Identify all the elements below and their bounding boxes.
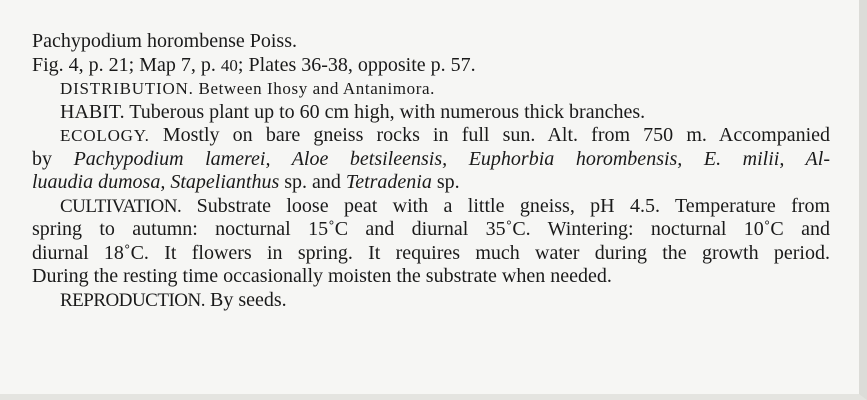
cultivation-label: CULTIVATION.: [60, 195, 182, 217]
cultivation-text-2: spring to autumn: nocturnal 15˚C and diurnal 35˚C. Wintering: nocturnal 10˚C and: [32, 218, 830, 240]
species-title-text: Pachypodium horombense Poiss.: [32, 30, 297, 52]
species-title: [32, 30, 842, 54]
cultivation-text-1: Substrate loose peat with a little gneiss, pH 4.5. Temperature from: [181, 194, 830, 217]
text-block: [32, 30, 842, 312]
cultivation-line-4: [32, 265, 842, 289]
distribution-paragraph: [32, 77, 842, 101]
ecology-species-list-2: luaudia dumosa, Stapelianthus: [32, 171, 280, 193]
ecology-text-3c: sp.: [431, 171, 460, 193]
reproduction-label: REPRODUCTION.: [60, 289, 205, 311]
ecology-text-3b: sp. and: [279, 171, 346, 193]
ecology-text-1: Mostly on bare gneiss rocks in full sun. Alt. from 750 m. Accompanied: [149, 124, 830, 146]
cultivation-line-1: [60, 195, 830, 219]
ecology-species-list-1: Pachypodium lamerei, Aloe betsileensis, Euphorbia horombensis, E. milii, Al-: [73, 147, 830, 170]
cultivation-line-3: [32, 242, 830, 266]
references-page-number: 40: [220, 55, 238, 75]
ecology-line-1: [60, 124, 830, 148]
distribution-text: Between Ihosy and Antanimora.: [193, 79, 435, 98]
references-line: [32, 54, 842, 78]
habit-label: HABIT.: [60, 100, 125, 123]
ecology-label: ECOLOGY.: [60, 126, 150, 145]
ecology-species-tetradenia: Tetradenia: [345, 171, 432, 193]
cultivation-line-2: [32, 218, 830, 242]
distribution-label: DISTRIBUTION.: [60, 79, 194, 98]
habit-paragraph: [32, 101, 842, 125]
references-prefix: Fig. 4, p. 21; Map 7, p.: [32, 53, 221, 76]
reproduction-paragraph: [32, 289, 842, 313]
reproduction-text: By seeds.: [204, 288, 287, 311]
references-suffix: ; Plates 36-38, opposite p. 57.: [237, 53, 476, 76]
ecology-line-3: [32, 171, 842, 195]
cultivation-text-3: diurnal 18˚C. It flowers in spring. It requires much water during the growth period.: [32, 241, 830, 264]
cultivation-text-4: During the resting time occasionally moisten the substrate when needed.: [32, 265, 612, 287]
ecology-line-2: [32, 148, 830, 172]
ecology-text-2a: by: [32, 147, 74, 170]
habit-text: Tuberous plant up to 60 cm high, with numerous thick branches.: [124, 100, 646, 123]
